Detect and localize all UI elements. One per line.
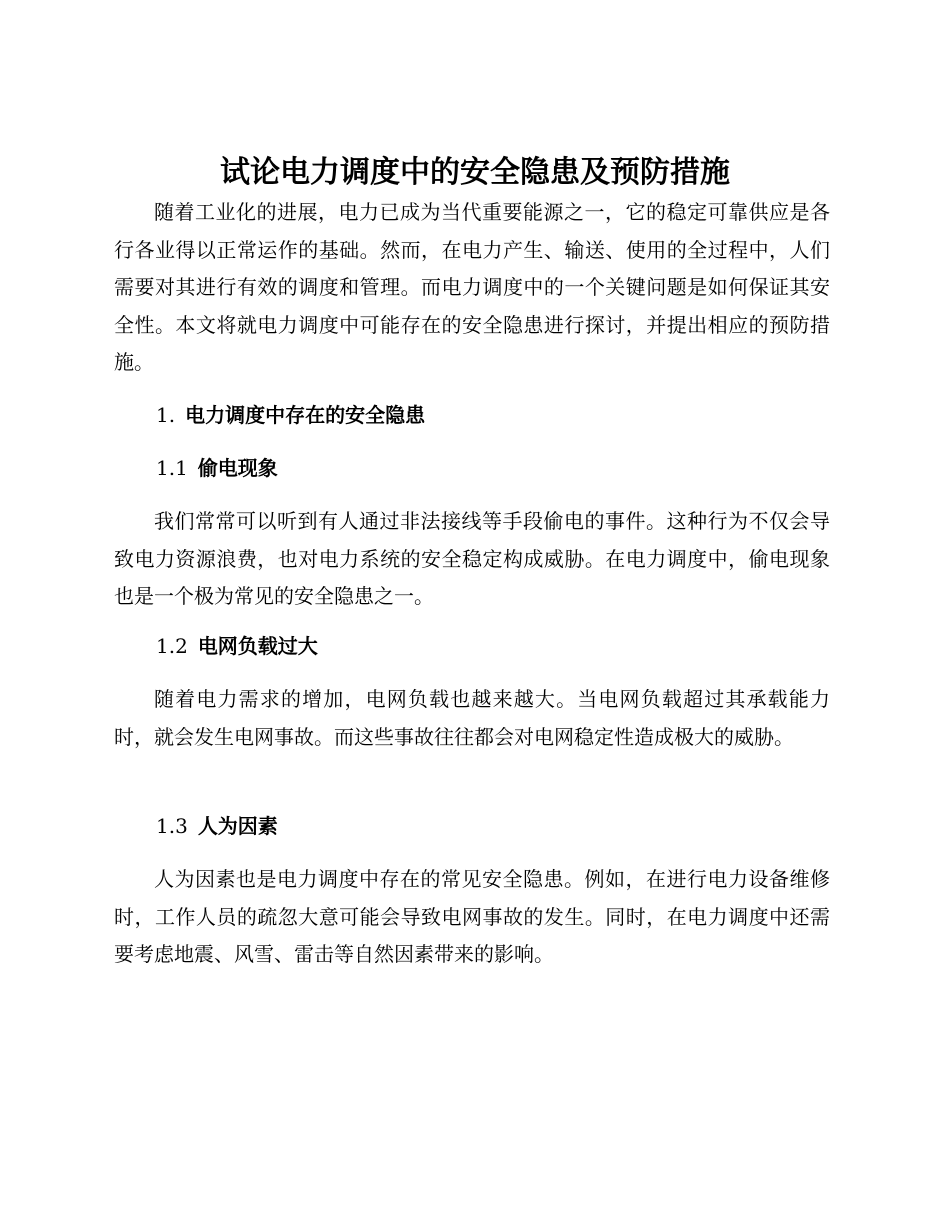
- subsection-1-1-paragraph: 我们常常可以听到有人通过非法接线等手段偷电的事件。这种行为不仅会导致电力资源浪费，也对电力系统的安全稳定构成威胁。在电力调度中，偷电现象也是一个极为常见的安全隐患之一。: [114, 509, 830, 608]
- document-title: 试论电力调度中的安全隐患及预防措施: [220, 155, 730, 190]
- subsection-1-1-heading: [156, 450, 278, 488]
- subsection-1-3-heading: [156, 808, 278, 846]
- subsection-1-1-title: 偷电现象: [197, 456, 278, 480]
- subsection-1-3-paragraph: 人为因素也是电力调度中存在的常见安全隐患。例如，在进行电力设备维修时，工作人员的疏忽大意可能会导致电网事故的发生。同时，在电力调度中还需要考虑地震、风雪、雷击等自然因素带来的影响。: [114, 867, 830, 966]
- subsection-1-2-heading: [156, 628, 318, 666]
- subsection-1-2-title: 电网负载过大: [197, 634, 318, 658]
- subsection-1-3-title: 人为因素: [197, 814, 278, 838]
- section-1-title: 电力调度中存在的安全隐患: [185, 403, 426, 427]
- subsection-1-3-number: 1.3: [156, 814, 188, 838]
- subsection-1-1-number: 1.1: [156, 456, 188, 480]
- section-1-number: 1.: [156, 403, 176, 427]
- intro-paragraph: 随着工业化的进展，电力已成为当代重要能源之一，它的稳定可靠供应是各行各业得以正常运作的基础。然而，在电力产生、输送、使用的全过程中，人们需要对其进行有效的调度和管理。而电力调度中的一个关键问题是如何保证其安全性。本文将就电力调度中可能存在的安全隐患进行探讨，并提出相应的预防措施。: [114, 200, 830, 374]
- subsection-1-2-paragraph: 随着电力需求的增加，电网负载也越来越大。当电网负载超过其承载能力时，就会发生电网事故。而这些事故往往都会对电网稳定性造成极大的威胁。: [114, 687, 830, 749]
- subsection-1-2-number: 1.2: [156, 634, 188, 658]
- section-1-heading: [156, 397, 425, 435]
